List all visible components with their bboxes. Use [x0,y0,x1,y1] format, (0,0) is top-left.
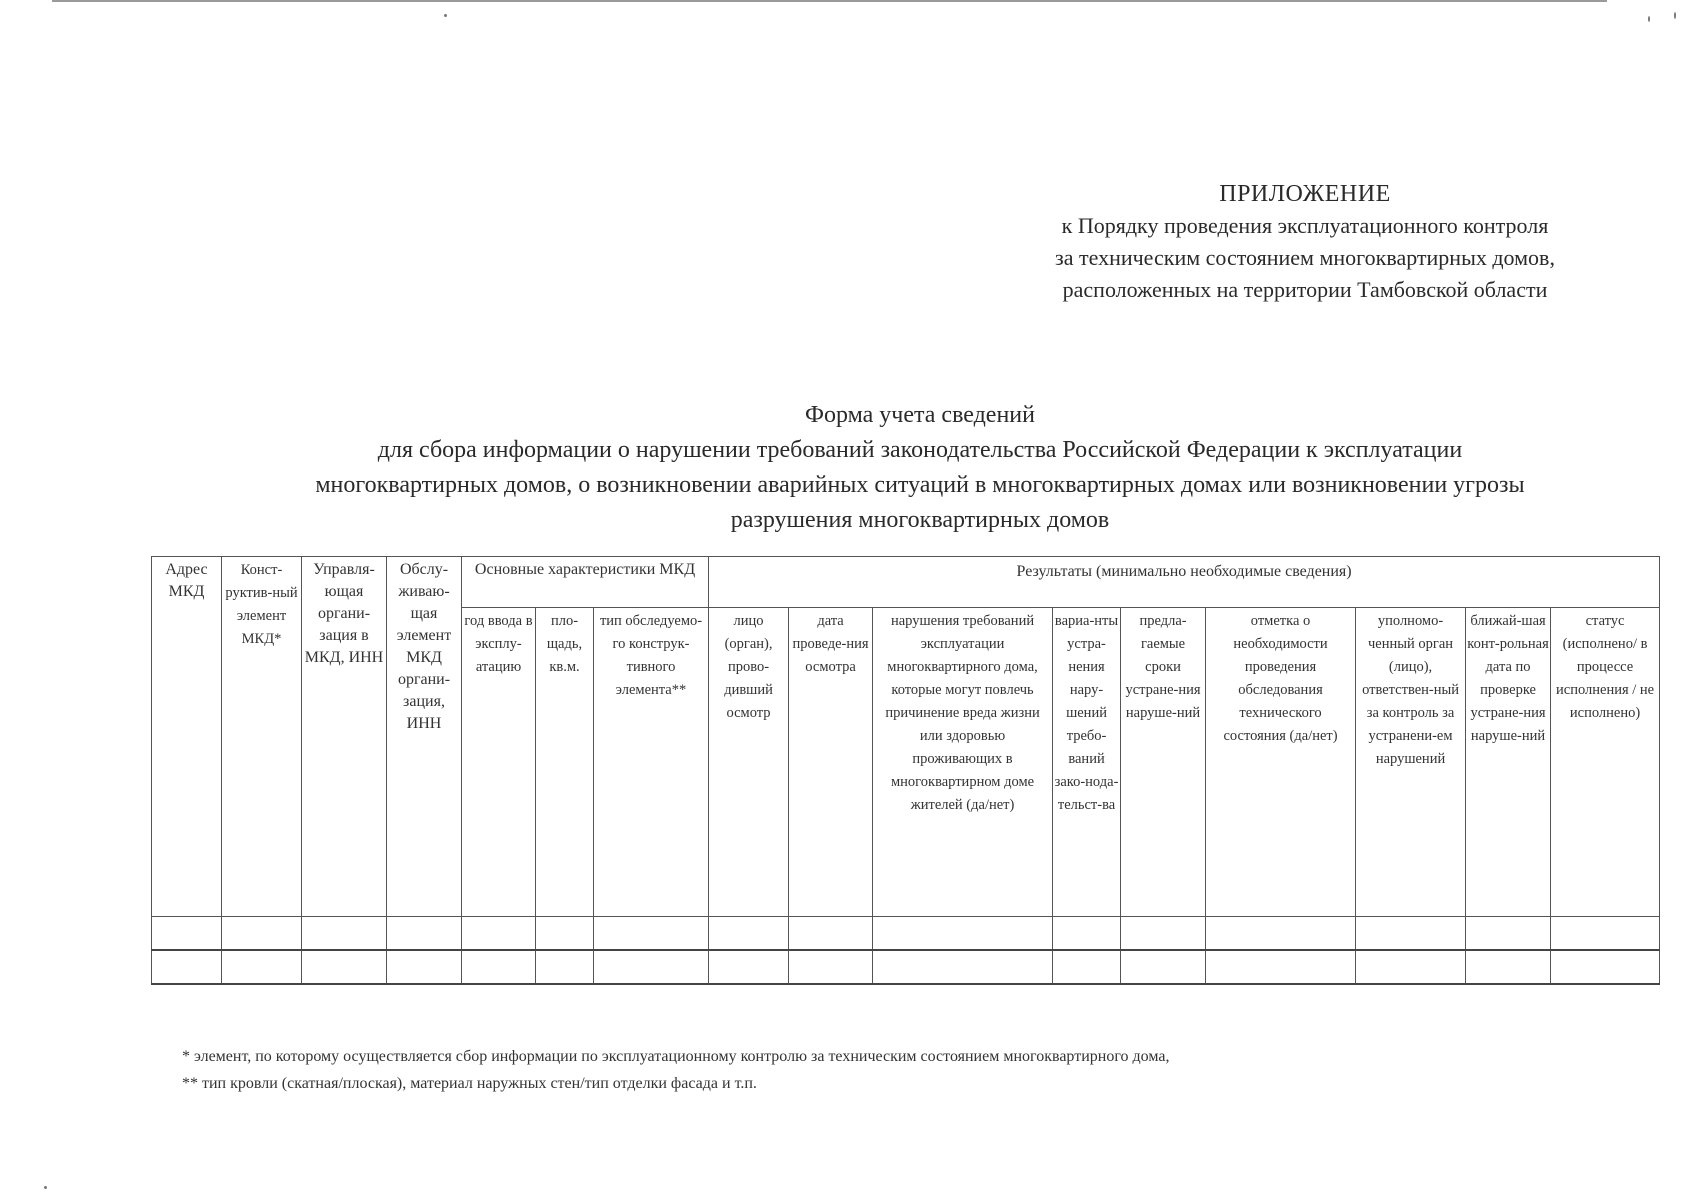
table-cell[interactable] [1053,950,1121,984]
form-title-line: для сбора информации о нарушении требований законодательства Российской Федерации к эксплуатации [377,437,1463,463]
table-cell[interactable] [594,950,709,984]
table-cell[interactable] [1356,917,1466,951]
table-cell[interactable] [1053,917,1121,951]
header-element-type: тип обследуемо-го конструк-тивного элемента** [594,608,709,917]
table-row [152,950,1660,984]
table-cell[interactable] [302,917,387,951]
scan-speck [1648,16,1650,22]
header-address: Адрес МКД [152,557,222,917]
table-cell[interactable] [302,950,387,984]
table-cell[interactable] [222,950,302,984]
header-management-organization: Управля-ющая органи-зация в МКД, ИНН [302,557,387,917]
scan-speck [1674,12,1676,19]
header-inspector: лицо (орган), прово-дивший осмотр [709,608,789,917]
scan-speck [44,1186,47,1189]
form-title-line: разрушения многоквартирных домов [730,507,1110,533]
table-cell[interactable] [152,917,222,951]
header-results: Результаты (минимально необходимые сведения) [709,557,1660,608]
table-cell[interactable] [873,950,1053,984]
header-commission-year: год ввода в эксплу-атацию [462,608,536,917]
table-cell[interactable] [709,917,789,951]
footnotes [182,1043,1662,1097]
appendix-header [960,178,1650,306]
header-survey-needed: отметка о необходимости проведения обследования технического состояния (да/нет) [1206,608,1356,917]
appendix-line: к Порядку проведения эксплуатационного контроля [1061,213,1549,238]
footnote-element-type: ** тип кровли (скатная/плоская), материал наружных стен/тип отделки фасада и т.п. [182,1075,757,1092]
header-remedy-options: вариа-нты устра-нения нару-шений требо-ваний зако-нода-тельст-ва [1053,608,1121,917]
header-service-organization: Обслу-живаю-щая элемент МКД органи-зация, ИНН [387,557,462,917]
table-cell[interactable] [1121,950,1206,984]
form-title-line: многоквартирных домов, о возникновении аварийных ситуаций в многоквартирных домах или возникновении угрозы [315,472,1525,498]
footnote-element: * элемент, по которому осуществляется сбор информации по эксплуатационному контролю за техническим состоянием многоквартирного дома, [182,1048,1170,1065]
table-cell[interactable] [152,950,222,984]
table-cell[interactable] [462,917,536,951]
table-cell[interactable] [1466,917,1551,951]
table-cell[interactable] [873,917,1053,951]
table-cell[interactable] [789,917,873,951]
appendix-line: расположенных на территории Тамбовской области [1062,277,1548,302]
table-cell[interactable] [387,917,462,951]
table-cell[interactable] [387,950,462,984]
appendix-line: за техническим состоянием многоквартирных домов, [1055,245,1555,270]
header-row-1 [152,557,1660,608]
header-status: статус (исполнено/ в процессе исполнения / не исполнено) [1551,608,1660,917]
table-cell[interactable] [1206,950,1356,984]
table-cell[interactable] [1551,950,1660,984]
form-title-line: Форма учета сведений [804,402,1035,428]
header-inspection-date: дата проведе-ния осмотра [789,608,873,917]
table-cell[interactable] [462,950,536,984]
scan-speck [444,14,447,17]
table-cell[interactable] [536,917,594,951]
form-title [180,398,1660,538]
table-cell[interactable] [1206,917,1356,951]
table-cell[interactable] [594,917,709,951]
header-structural-element: Конст-руктив-ный элемент МКД* [222,557,302,917]
record-form-table [151,556,1660,985]
table-cell[interactable] [789,950,873,984]
header-responsible-authority: уполномо-ченный орган (лицо), ответствен-ный за контроль за устранени-ем нарушений [1356,608,1466,917]
table-cell[interactable] [1121,917,1206,951]
top-scan-rule [52,0,1607,2]
header-area: пло-щадь, кв.м. [536,608,594,917]
header-next-check-date: ближай-шая конт-рольная дата по проверке устране-ния наруше-ний [1466,608,1551,917]
header-main-characteristics: Основные характеристики МКД [462,557,709,608]
table-cell[interactable] [709,950,789,984]
table-cell[interactable] [1551,917,1660,951]
table-cell[interactable] [1356,950,1466,984]
table-cell[interactable] [536,950,594,984]
header-violations: нарушения требований эксплуатации многоквартирного дома, которые могут повлечь причинение вреда жизни или здоровью проживающих в многоквартирном доме жителей (да/нет) [873,608,1053,917]
header-proposed-deadlines: предла-гаемые сроки устране-ния наруше-ний [1121,608,1206,917]
table-cell[interactable] [1466,950,1551,984]
table-cell[interactable] [222,917,302,951]
table-row [152,917,1660,951]
appendix-title: ПРИЛОЖЕНИЕ [1219,181,1391,207]
